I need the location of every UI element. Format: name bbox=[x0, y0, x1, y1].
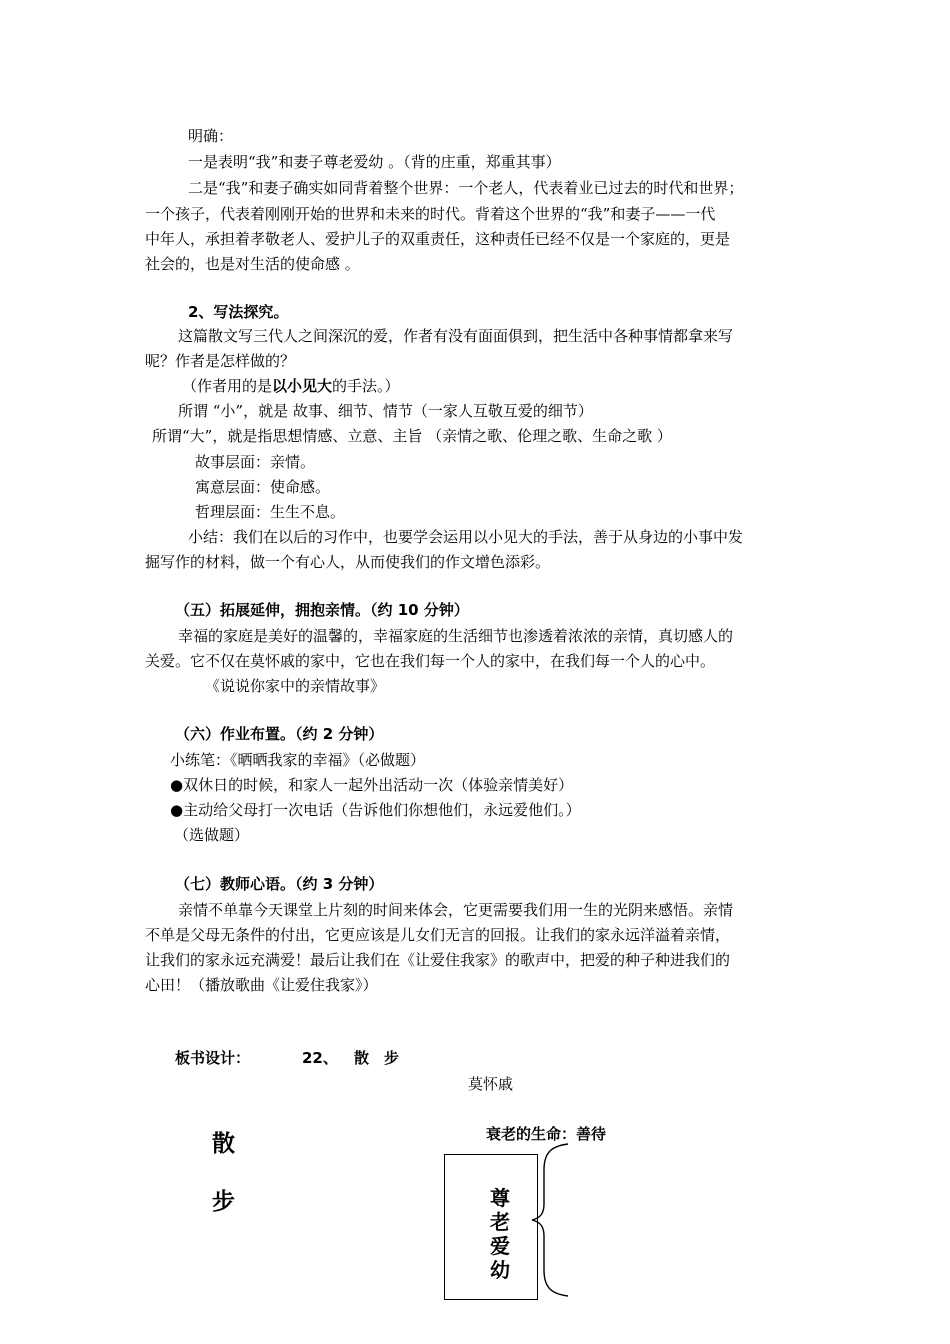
text-line: 关爱。它不仅在莫怀戚的家中，它也在我们每一个人的家中，在我们每一个人的心中。 bbox=[145, 652, 716, 670]
section-heading: （六）作业布置。（约 2 分钟） bbox=[175, 725, 384, 743]
text-span: 的手法。） bbox=[332, 377, 400, 395]
board-big-char: 散 bbox=[212, 1131, 235, 1157]
text-line: 掘写作的材料，做一个有心人，从而使我们的作文增色添彩。 bbox=[145, 553, 551, 571]
text-line: 社会的，也是对生活的使命感 。 bbox=[145, 255, 360, 273]
text-line: （选做题） bbox=[174, 826, 250, 844]
text-line: 呢？作者是怎样做的？ bbox=[145, 352, 296, 370]
text-line bbox=[182, 376, 400, 396]
text-line: 小结：我们在以后的习作中，也要学会运用以小见大的手法，善于从身边的小事中发 bbox=[188, 528, 744, 546]
board-number: 22、 bbox=[302, 1049, 338, 1067]
section-heading: （七）教师心语。（约 3 分钟） bbox=[175, 875, 384, 893]
text-line: 明确： bbox=[188, 127, 234, 145]
board-branch-label: 衰老的生命：善待 bbox=[486, 1125, 607, 1143]
text-line: 让我们的家永远充满爱！最后让我们在《让爱住我家》的歌声中，把爱的种子种进我们的 bbox=[145, 951, 731, 969]
text-line: 所谓 “小”，就是 故事、细节、情节（一家人互敬互爱的细节） bbox=[178, 402, 593, 420]
text-line: 《说说你家中的亲情故事》 bbox=[205, 677, 386, 695]
text-line: 所谓“大”，就是指思想情感、立意、主旨 （亲情之歌、伦理之歌、生命之歌 ） bbox=[152, 427, 672, 445]
emphasis-text: 以小见大 bbox=[272, 377, 333, 395]
text-line: 小练笔：《晒晒我家的幸福》（必做题） bbox=[170, 751, 426, 769]
text-line: 二是“我”和妻子确实如同背着整个世界：一个老人，代表着业已过去的时代和世界； bbox=[188, 179, 744, 197]
text-line: 亲情不单靠今天课堂上片刻的时间来体会，它更需要我们用一生的光阴来感悟。亲情 bbox=[178, 901, 734, 919]
text-line: 心田！（播放歌曲《让爱住我家》） bbox=[145, 976, 378, 994]
board-big-char: 步 bbox=[212, 1189, 235, 1215]
text-line: 一是表明“我”和妻子尊老爱幼 。（背的庄重，郑重其事） bbox=[188, 153, 561, 171]
text-line: 中年人，承担着孝敬老人、爱护儿子的双重责任，这种责任已经不仅是一个家庭的，更是 bbox=[145, 230, 731, 248]
board-title: 散 步 bbox=[354, 1049, 400, 1067]
text-line: 故事层面：亲情。 bbox=[195, 453, 316, 471]
board-author: 莫怀戚 bbox=[468, 1075, 514, 1093]
list-item: ●主动给父母打一次电话（告诉他们你想他们，永远爱他们。） bbox=[170, 801, 581, 819]
board-box-text: 尊 老 爱 幼 bbox=[490, 1186, 510, 1282]
text-line: 寓意层面：使命感。 bbox=[195, 478, 331, 496]
text-line: 不单是父母无条件的付出，它更应该是儿女们无言的回报。让我们的家永远洋溢着亲情， bbox=[145, 926, 731, 944]
section-heading: 2、写法探究。 bbox=[188, 303, 289, 321]
section-heading: （五）拓展延伸，拥抱亲情。（约 10 分钟） bbox=[175, 601, 469, 619]
text-line: 哲理层面：生生不息。 bbox=[195, 503, 346, 521]
list-item: ●双休日的时候，和家人一起外出活动一次（体验亲情美好） bbox=[170, 776, 574, 794]
text-line: 幸福的家庭是美好的温馨的，幸福家庭的生活细节也渗透着浓浓的亲情，真切感人的 bbox=[178, 627, 734, 645]
text-line: 一个孩子，代表着刚刚开始的世界和未来的时代。背着这个世界的“我”和妻子——一代 bbox=[145, 205, 716, 223]
text-span: （作者用的是 bbox=[182, 377, 273, 395]
brace-icon bbox=[528, 1142, 572, 1298]
text-line: 这篇散文写三代人之间深沉的爱，作者有没有面面俱到，把生活中各种事情都拿来写 bbox=[178, 327, 734, 345]
board-label: 板书设计： bbox=[175, 1049, 251, 1067]
